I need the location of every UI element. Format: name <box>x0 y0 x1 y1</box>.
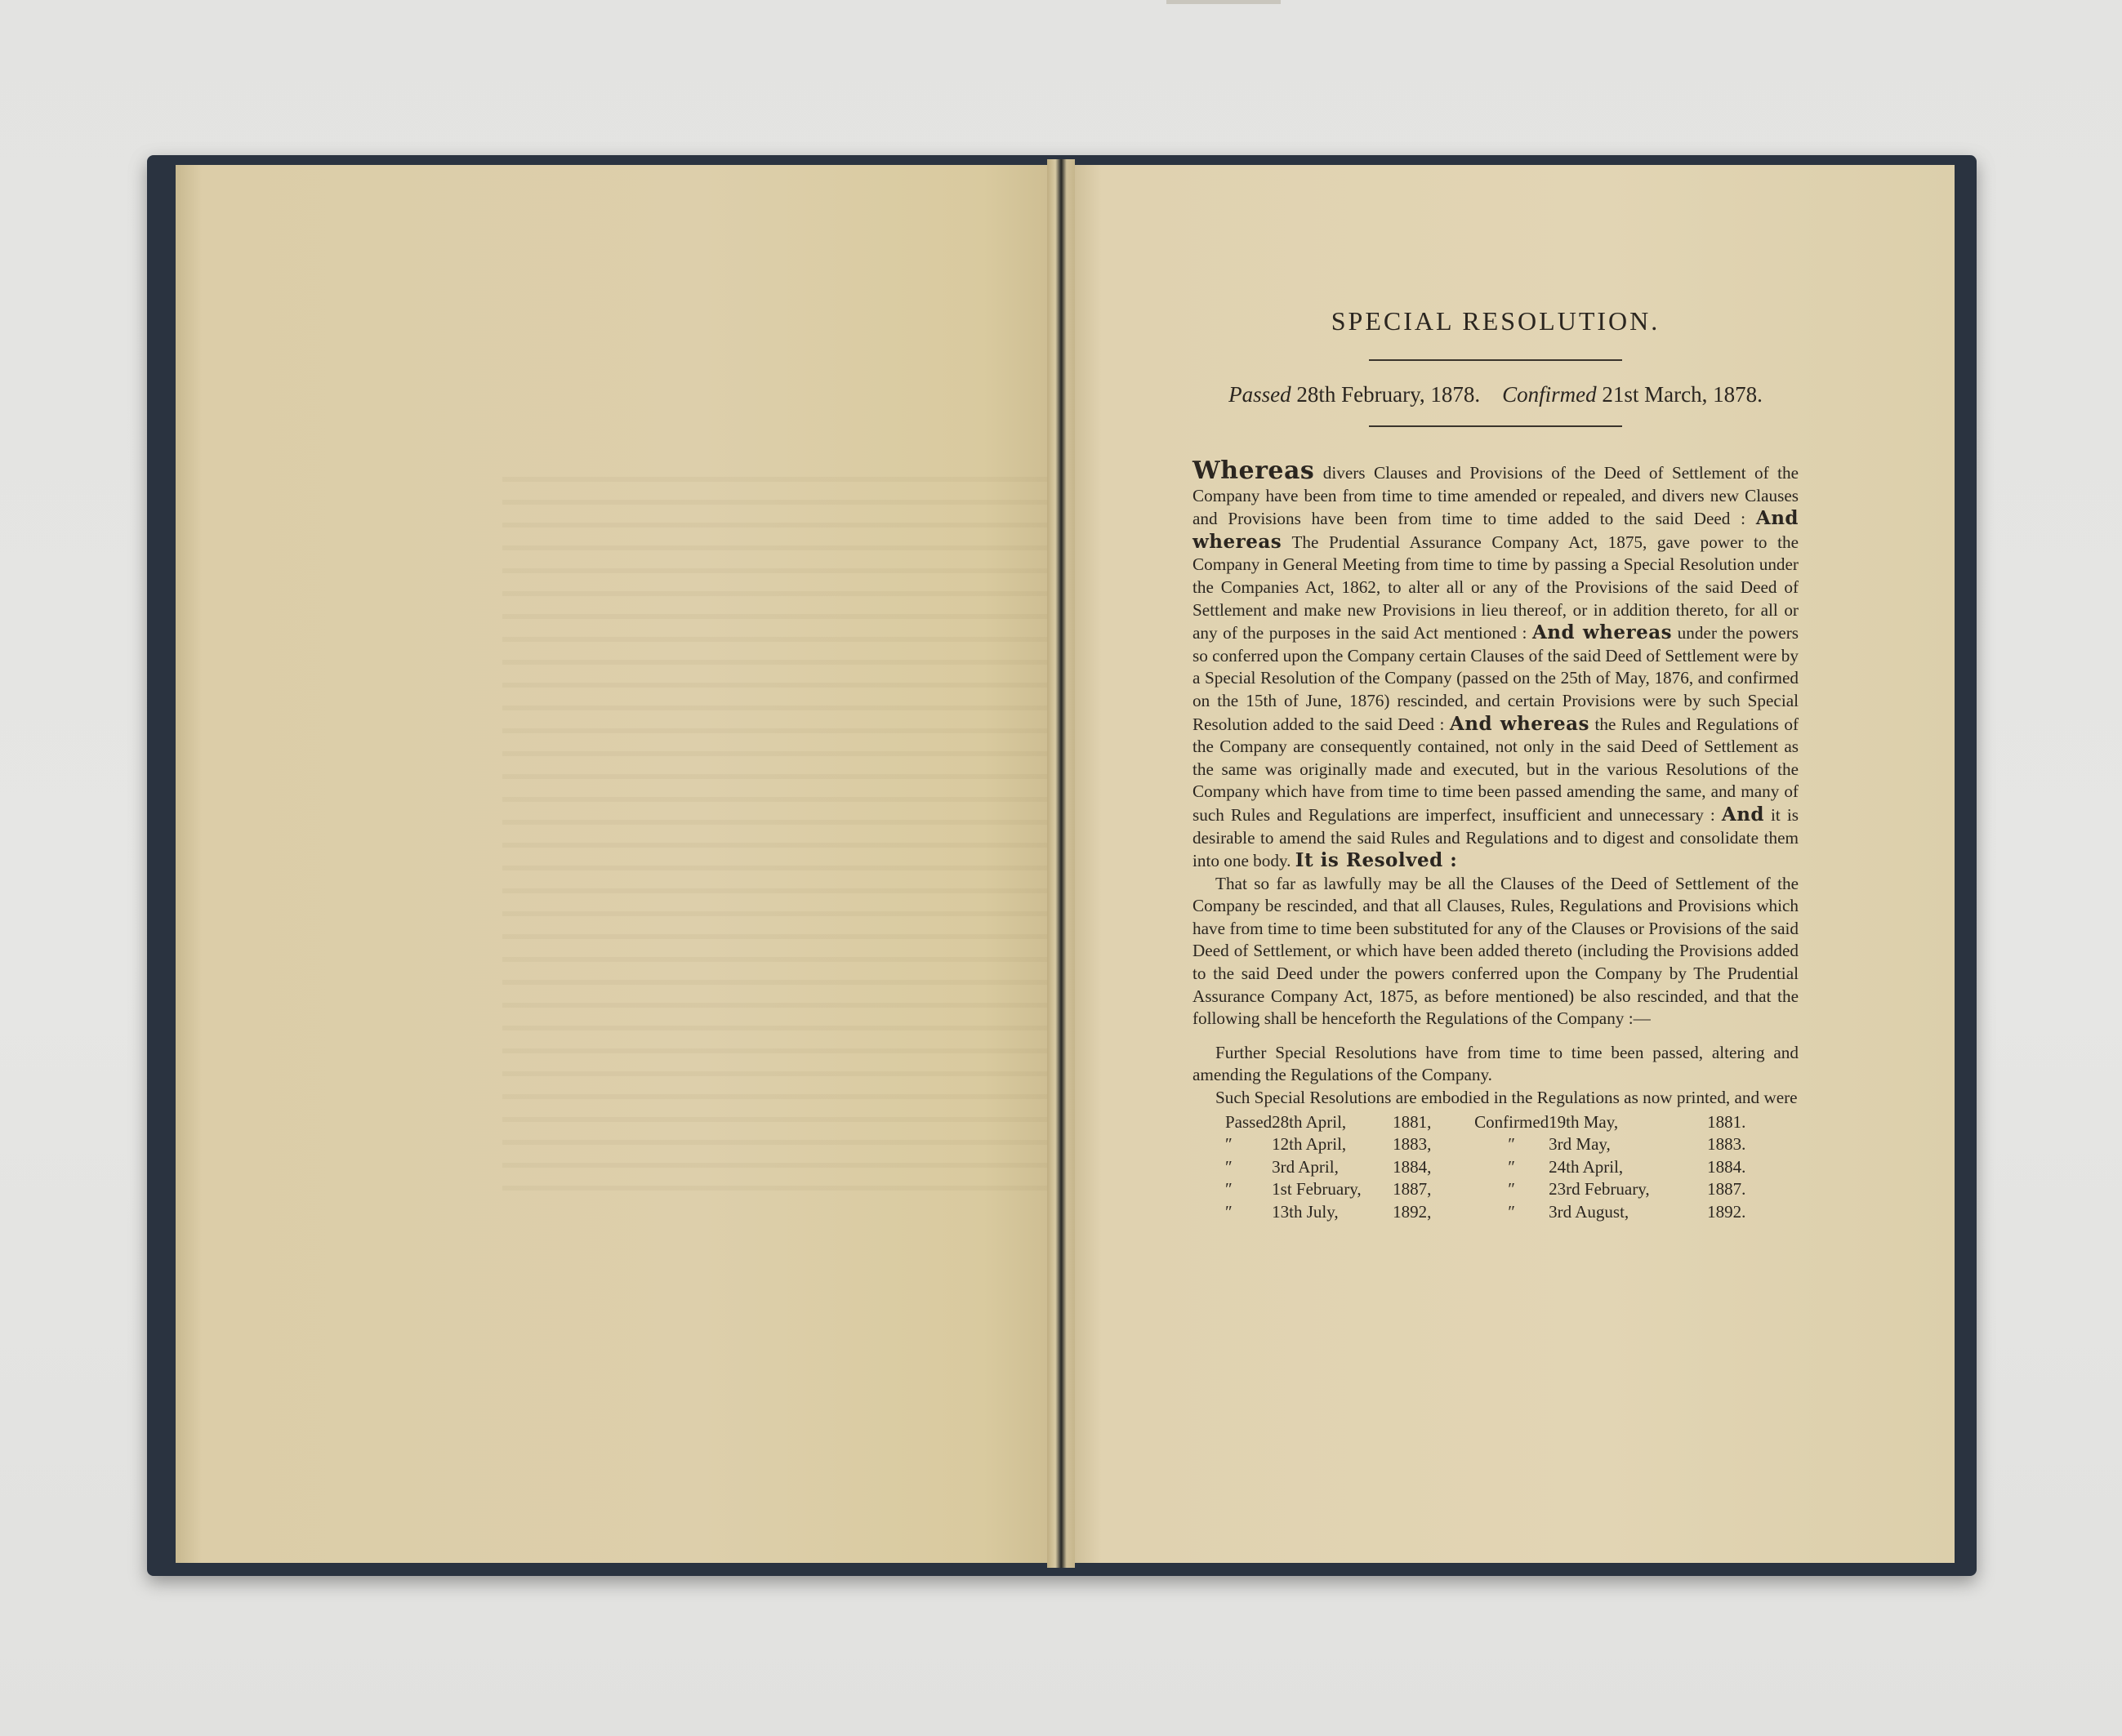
preamble-part-a: divers Clauses and Provisions of the Deed of Settlement of the Company have been from time to time amended or repealed, and divers new Clauses and Provisions have been from time to time added to the said Deed : <box>1193 463 1799 529</box>
preamble-part-e: it is desirable to amend the said Rules and Regulations and to digest and consolidate them into one body. <box>1193 804 1799 871</box>
passed-year-cell: 1883, <box>1393 1134 1432 1155</box>
confirmed-date: 21st March, 1878. <box>1602 382 1763 407</box>
row-prefix: ″ <box>1225 1134 1233 1155</box>
whereas-word: Whereas <box>1193 456 1315 485</box>
table-row <box>1225 1201 1756 1224</box>
resolution-body <box>1193 456 1799 1224</box>
and-word: And <box>1721 803 1764 826</box>
and-whereas-1: And whereas <box>1193 507 1799 553</box>
passed-date-cell: 3rd April, <box>1272 1156 1339 1177</box>
passed-year-cell: 1892, <box>1393 1202 1432 1222</box>
confirmed-label-cell: ″ <box>1508 1134 1516 1155</box>
confirmed-date-cell: 23rd February, <box>1549 1179 1650 1200</box>
passed-year-cell: 1887, <box>1393 1179 1432 1200</box>
and-whereas-3: And whereas <box>1449 712 1589 735</box>
subtitle-rule <box>1369 425 1622 427</box>
row-prefix: ″ <box>1225 1202 1233 1222</box>
and-whereas-2: And whereas <box>1531 621 1673 644</box>
row-prefix: Passed <box>1225 1111 1273 1132</box>
preamble-part-b: The Prudential Assurance Company Act, 1875, gave power to the Company in General Meeting from time to time by passing a Special Resolution under the Companies Act, 1862, to alter all or any of the Provisions of the said Deed of Settlement and make new Provisions in lieu thereof, or in addition thereto, for all or any of the purposes in the said Act mentioned : <box>1193 532 1799 643</box>
row-prefix: ″ <box>1225 1156 1233 1177</box>
resolution-content <box>1193 286 1799 1224</box>
passed-year-cell: 1884, <box>1393 1156 1432 1177</box>
passed-date-cell: 12th April, <box>1272 1134 1347 1155</box>
table-row <box>1225 1133 1756 1156</box>
book-gutter <box>1047 159 1075 1568</box>
passed-date: 28th February, 1878. <box>1296 382 1481 407</box>
confirmed-label: Confirmed <box>1502 382 1597 407</box>
confirmed-label-cell: Confirmed <box>1474 1111 1549 1132</box>
confirmed-date-cell: 3rd August, <box>1549 1202 1629 1222</box>
tape-strip <box>1166 0 1281 4</box>
amendments-section <box>1193 1042 1799 1110</box>
page-title: SPECIAL RESOLUTION. <box>1331 306 1661 336</box>
further-resolutions-paragraph: Further Special Resolutions have from time to time been passed, altering and amending the Regulations of the Company. <box>1193 1042 1799 1085</box>
confirmed-year-cell: 1883. <box>1707 1134 1746 1155</box>
passed-date-cell: 13th July, <box>1272 1202 1339 1222</box>
preamble-part-c: under the powers so conferred upon the Company certain Clauses of the said Deed of Settlement were by a Special Resolution of the Company (passed on the 25th of May, 1876, and confirmed on the 15th of June, 1876) rescinded, and certain Provisions were by such Special Resolution added to the said Deed : <box>1193 623 1799 734</box>
table-row <box>1225 1111 1756 1134</box>
confirmed-date-cell: 19th May, <box>1549 1111 1619 1132</box>
embodied-paragraph: Such Special Resolutions are embodied in the Regulations as now printed, and were <box>1215 1088 1798 1108</box>
row-prefix: ″ <box>1225 1179 1233 1200</box>
preamble-paragraph <box>1193 456 1799 873</box>
confirmed-label-cell: ″ <box>1508 1179 1516 1200</box>
confirmed-year-cell: 1881. <box>1707 1111 1746 1132</box>
passed-label: Passed <box>1228 382 1291 407</box>
passed-year-cell: 1881, <box>1393 1111 1432 1132</box>
resolution-dates-table <box>1225 1111 1756 1224</box>
confirmed-date-cell: 24th April, <box>1549 1156 1624 1177</box>
passed-date-cell: 1st February, <box>1272 1179 1362 1200</box>
confirmed-year-cell: 1884. <box>1707 1156 1746 1177</box>
table-row <box>1225 1156 1756 1179</box>
passed-line <box>1193 382 1799 407</box>
confirmed-label-cell: ″ <box>1508 1156 1516 1177</box>
left-page <box>176 165 1054 1563</box>
confirmed-year-cell: 1887. <box>1707 1179 1746 1200</box>
show-through-text <box>502 459 1090 1194</box>
title-rule <box>1369 359 1622 361</box>
confirmed-year-cell: 1892. <box>1707 1202 1746 1222</box>
preamble-part-d: the Rules and Regulations of the Company are consequently contained, not only in the said Deed of Settlement as the same was originally made and executed, but in the various Resolutions of the Company which have from time to time been passed amending the same, and many of such Rules and Regulations are imperfect, insufficient and unnecessary : <box>1193 714 1799 825</box>
resolution-paragraph: That so far as lawfully may be all the Clauses of the Deed of Settlement of the Company be rescinded, and that all Clauses, Rules, Regulations and Provisions which have from time to time been substituted for any of the Clauses or Provisions of the said Deed of Settlement, or which have been added thereto (including the Provisions added to the said Deed under the powers conferred upon the Company by The Prudential Assurance Company Act, 1875, as before mentioned) be also rescinded, and that the following shall be henceforth the Regulations of the Company :— <box>1193 873 1799 1029</box>
it-is-resolved: It is Resolved : <box>1295 849 1458 872</box>
confirmed-label-cell: ″ <box>1508 1202 1516 1222</box>
passed-date-cell: 28th April, <box>1272 1111 1347 1132</box>
table-row <box>1225 1178 1756 1201</box>
confirmed-date-cell: 3rd May, <box>1549 1134 1611 1155</box>
